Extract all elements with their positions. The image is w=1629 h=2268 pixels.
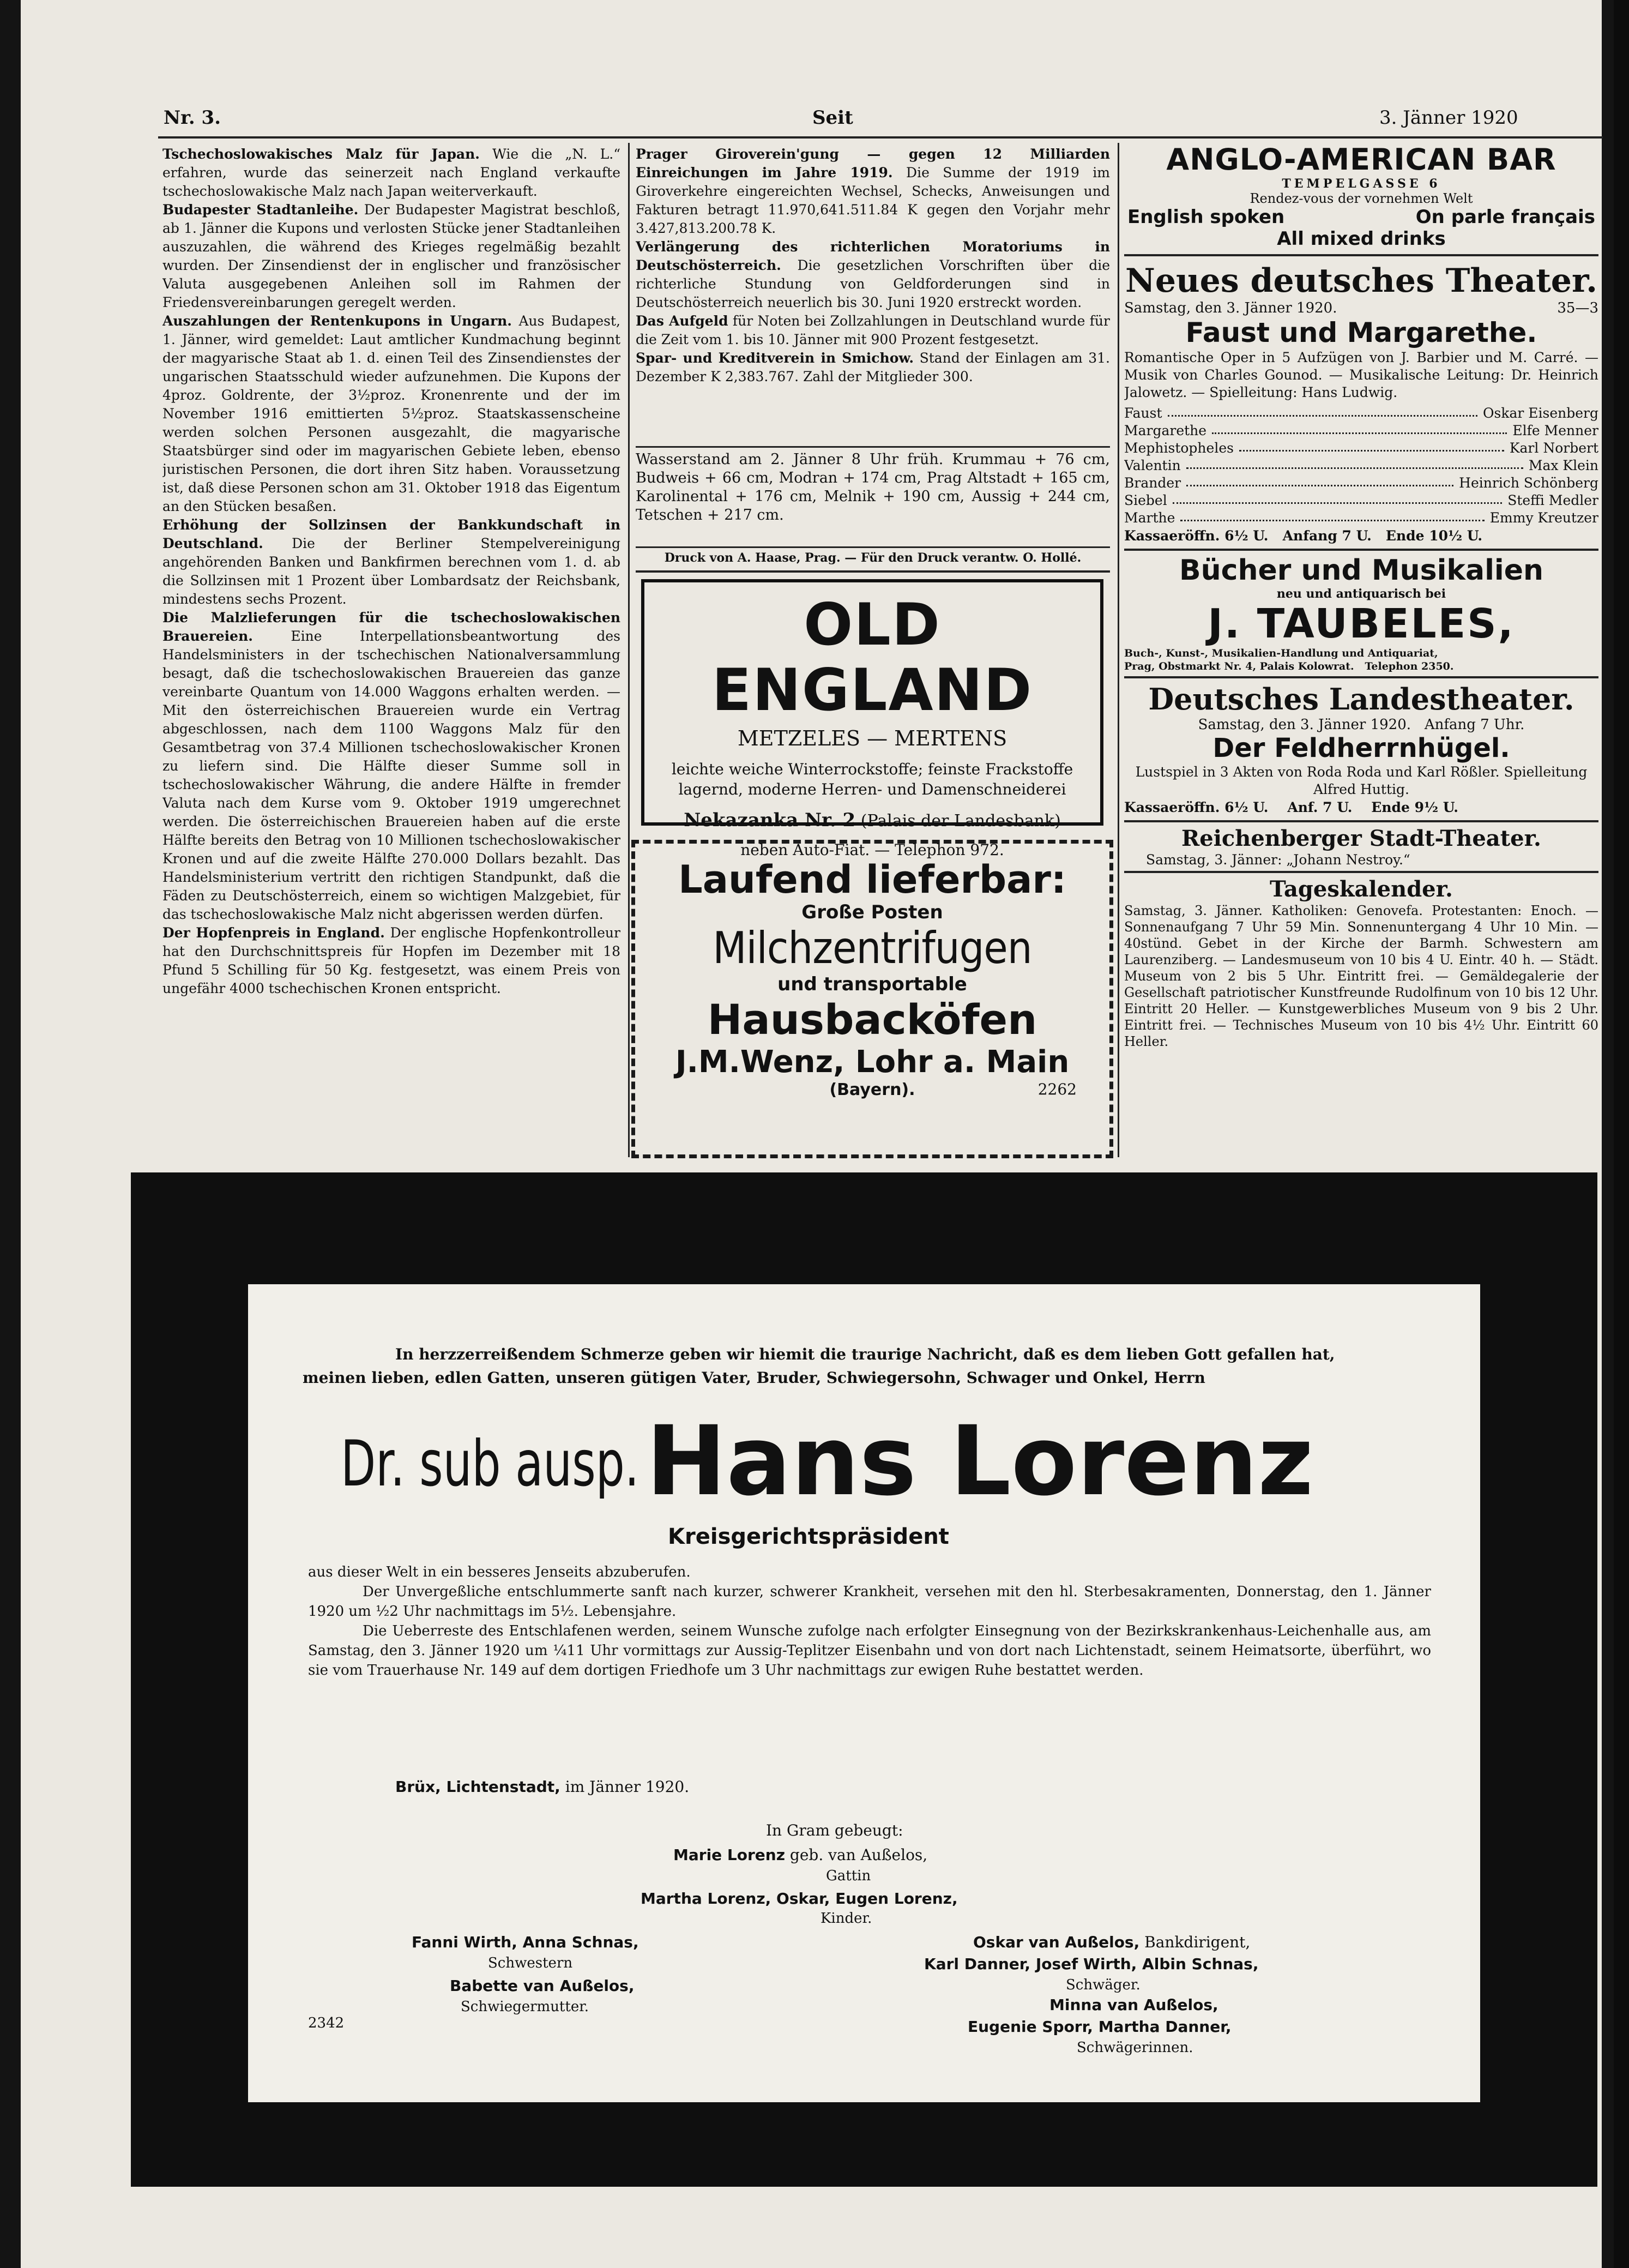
news-item: [162, 145, 620, 201]
obit-minna: Minna van Außelos,: [1049, 1996, 1218, 2014]
obit-sil-rel: Schwägerinnen.: [1077, 2040, 1193, 2056]
news-column-1: [162, 145, 620, 1148]
news-text: Aus Budapest, 1. Jänner, wird gemeldet: Laut amtlicher Kundmachung beginnt der magyarische Staat ab 1. d. einen Teil des Zinsendienstes der ungarischen Staatsschuld wieder aufzunehmen. Die Kupons der 4proz. Goldrente, der 3½proz. Kronenrente und der im November 1916 emittierten 5½proz. Staatskassenscheine werden solchen Personen ausgezahlt, die magyarische Staatsbürger sind oder im magyarischen Gebiete leben, ebenso juristischen Personen, die dort ihren Sitz haben. Voraussetzung ist, daß diese Personen schon am 31. Oktober 1918 das Eigentum an den Stücken besaßen.: [162, 313, 620, 514]
obit-place-date: im Jänner 1920.: [565, 1778, 690, 1796]
obit-oskar: Oskar van Außelos,: [973, 1933, 1140, 1951]
rule: [636, 446, 1110, 448]
ndt-desc: Romantische Oper in 5 Aufzügen von J. Barbier und M. Carré. — Musik von Charles Gounod. — Musikalische Leitung: Dr. Heinrich Jalowetz. — Spielleitung: Hans Ludwig.: [1124, 350, 1598, 400]
reich-title: Reichenberger Stadt-Theater.: [1181, 826, 1541, 851]
dlt-play: Der Feldherrnhügel.: [1212, 733, 1510, 763]
cast-row: [1124, 509, 1598, 527]
cast-actor: Heinrich Schönberg: [1459, 475, 1598, 491]
dlt-title: Deutsches Landestheater.: [1148, 682, 1574, 717]
obit-intro: meinen lieben, edlen Gatten, unseren gütigen Vater, Bruder, Schwiegersohn, Schwager und Onkel, Herrn: [303, 1369, 1205, 1387]
obit-title-prefix: Dr. sub ausp.: [341, 1427, 639, 1501]
cast-actor: Elfe Menner: [1512, 423, 1598, 438]
bar-english: English spoken: [1127, 206, 1285, 228]
cast-role: Marthe: [1124, 510, 1175, 526]
obit-mil: Babette van Außelos,: [450, 1977, 635, 1995]
obit-children: Martha Lorenz, Oskar, Eugen Lorenz,: [641, 1890, 958, 1908]
obit-brothers: Karl Danner, Josef Wirth, Albin Schnas,: [924, 1955, 1259, 1973]
imprint: Druck von A. Haase, Prag. — Für den Druck verantw. O. Hollé.: [664, 551, 1082, 565]
taubeles-line: Prag, Obstmarkt Nr. 4, Palais Kolowrat. Telephon 2350.: [1124, 660, 1454, 672]
bar-address: TEMPELGASSE 6: [1282, 177, 1441, 191]
column-rule: [628, 143, 630, 1157]
cast-row: [1124, 440, 1598, 457]
news-text: Die der Berliner Stempelvereinigung angehörenden Banken und Bankfirmen berechnen vom 1. d. ab die Sollzinsen mit 1 Prozent über Lombardsatz der Reichsbank, mindestens sechs Prozent.: [162, 536, 620, 607]
ad-wenz-line: J.M.Wenz, Lohr a. Main: [675, 1044, 1070, 1080]
cast-role: Siebel: [1124, 492, 1167, 508]
ad-title: OLD ENGLAND: [711, 591, 1033, 724]
rule: [636, 546, 1110, 548]
obit-wife-rest: geb. van Außelos,: [789, 1846, 928, 1864]
obit-paragraph: Die Ueberreste des Entschlafenen werden, seinem Wunsche zufolge nach erfolgter Einsegnung von der Bezirkskrankenhaus-Leichenhalle aus, am Samstag, den 3. Jänner 1920 um ¼11 Uhr vormittags zur Aussig-Teplitzer Eisenbahn und von dort nach Lichtenstadt, seinem Heimatsorte, überführt, wo sie vom Trauerhause Nr. 149 auf dem dortigen Friedhofe um 3 Uhr nachmittags zur ewigen Ruhe bestattet werden.: [308, 1623, 1431, 1679]
bar-subtitle: Rendez-vous der vornehmen Welt: [1250, 191, 1473, 206]
obit-sil: Eugenie Sporr, Martha Danner,: [968, 2018, 1232, 2036]
cast-row: [1124, 457, 1598, 474]
cast-role: Faust: [1124, 405, 1162, 421]
news-headline: Budapester Stadtanleihe.: [162, 202, 359, 218]
taubeles-title: Bücher und Musikalien: [1179, 554, 1544, 587]
ad-names: METZELES — MERTENS: [737, 726, 1007, 750]
tag-text: Samstag, 3. Jänner. Katholiken: Genovefa. Protestanten: Enoch. — Sonnenaufgang 7 Uhr 59 Min. Sonnenuntergang 4 Uhr 10 Min. — 40stünd. Gebet in der Kirche der Barmh. Schwestern am Laurenziberg. — Landesmuseum von 10 bis 4 U. Eintr. 40 h. — Städt. Museum von 2 bis 5 Uhr. Eintritt frei. — Gemäldegalerie der Gesellschaft patriotischer Kunstfreunde Rudolfinum von 10 bis 12 Uhr. Eintritt 20 Heller. — Kunstgewerbliches Museum von 9 bis 2 Uhr. Eintritt frei. — Technisches Museum von 10 bis 4½ Uhr. Eintritt 60 Heller.: [1124, 903, 1598, 1049]
cast-row: [1124, 474, 1598, 492]
paper-name: Seit: [812, 107, 853, 129]
cast-role: Mephistopheles: [1124, 440, 1234, 456]
news-item: [636, 312, 1110, 349]
ndt-play: Faust und Margarethe.: [1185, 317, 1537, 348]
ad-old-england: [641, 579, 1103, 859]
ad-wenz: [631, 840, 1113, 1158]
news-item: [162, 924, 620, 998]
scan-edge: [1614, 0, 1629, 2268]
news-text: Der Budapester Magistrat beschloß, ab 1. Jänner die Kupons und verlosten Stücke jener Stadtanleihen auszuzahlen, die während des Krieges regelmäßig bezahlt wurden. Der Zinsendienst der in englischer und französischer Valuta ausgegebenen Anleihen soll im Rahmen der Friedensvereinbarungen geregelt werden.: [162, 202, 620, 310]
ndt-date: Samstag, den 3. Jänner 1920.: [1124, 300, 1337, 316]
news-text: für Noten bei Zollzahlungen in Deutschland wurde für die Zeit vom 1. bis 10. Jänner mit 900 Prozent festgesetzt.: [636, 313, 1110, 347]
news-headline: Prager Giroverein'gung — gegen 12 Milliarden Einreichungen im Jahre 1919.: [636, 146, 1110, 181]
obituary: [248, 1284, 1480, 2102]
obit-children-rel: Kinder.: [820, 1910, 872, 1927]
obit-rank: Kreisgerichtspräsident: [668, 1524, 949, 1549]
obit-number: 2342: [308, 2015, 345, 2031]
news-item: [636, 238, 1110, 312]
news-headline: Tschechoslowakisches Malz für Japan.: [162, 146, 480, 162]
ad-wenz-line: und transportable: [777, 973, 967, 995]
obit-gram: In Gram gebeugt:: [766, 1821, 903, 1839]
ad-line: neben Auto-Fiat. — Telephon 972.: [740, 841, 1004, 859]
bar-drinks: All mixed drinks: [1277, 228, 1446, 250]
obit-mil-rel: Schwiegermutter.: [461, 1999, 589, 2015]
ad-number: 2262: [1037, 1080, 1077, 1098]
news-text: Wie die „N. L.“ erfahren, wurde das seinerzeit nach England verkaufte tschechoslowakische Malz nach Japan weiterverkauft.: [162, 146, 620, 199]
dlt-date: Samstag, den 3. Jänner 1920. Anfang 7 Uhr.: [1198, 717, 1525, 733]
bar-french: On parle français: [1415, 206, 1595, 228]
news-headline: Verlängerung des richterlichen Moratoriums in Deutschösterreich.: [636, 239, 1110, 273]
obit-text: [308, 1562, 1431, 1680]
ndt-times: Kassaeröffn. 6½ U. Anfang 7 U. Ende 10½ U.: [1124, 528, 1483, 544]
ndt-cast: [1124, 405, 1598, 527]
obit-intro: In herzzerreißendem Schmerze geben wir hiemit die traurige Nachricht, daß es dem lieben Gott gefallen hat,: [395, 1345, 1335, 1363]
ad-wenz-line: Große Posten: [801, 901, 943, 923]
header-rule: [158, 136, 1603, 139]
cast-row: [1124, 422, 1598, 440]
obit-sisters-rel: Schwestern: [488, 1955, 573, 1971]
news-item: [636, 349, 1110, 386]
cast-role: Valentin: [1124, 458, 1181, 473]
news-item: [162, 609, 620, 924]
ndt-title: Neues deutsches Theater.: [1125, 262, 1597, 300]
obit-name: Hans Lorenz: [646, 1405, 1314, 1517]
news-headline: Der Hopfenpreis in England.: [162, 925, 385, 941]
cast-actor: Steffi Medler: [1507, 492, 1598, 508]
obit-wife-rel: Gattin: [826, 1868, 871, 1884]
issue-number: Nr. 3.: [164, 107, 221, 129]
cast-role: Brander: [1124, 475, 1181, 491]
news-column-2: [636, 145, 1110, 440]
ad-wenz-line: Hausbacköfen: [707, 995, 1037, 1044]
ad-wenz-line: (Bayern).: [829, 1080, 915, 1099]
obit-oskar-rest: Bankdirigent,: [1144, 1933, 1251, 1951]
news-headline: Die Malzlieferungen für die tschechoslowakischen Brauereien.: [162, 610, 620, 644]
obit-wife: Marie Lorenz: [673, 1846, 786, 1864]
cast-row: [1124, 492, 1598, 509]
ad-address: Nekazanka Nr. 2: [684, 809, 856, 831]
wasserstand: [636, 450, 1110, 525]
ad-line: leichte weiche Winterrockstoffe; feinste Frackstoffe: [671, 760, 1073, 778]
obit-brothers-rel: Schwäger.: [1066, 1977, 1141, 1993]
news-text: Stand der Einlagen am 31. Dezember K 2,383.767. Zahl der Mitglieder 300.: [636, 350, 1110, 384]
news-headline: Erhöhung der Sollzinsen der Bankkundschaft in Deutschland.: [162, 517, 620, 551]
cast-actor: Max Klein: [1528, 458, 1598, 473]
bar-title: ANGLO-AMERICAN BAR: [1166, 143, 1556, 177]
cast-row: [1124, 405, 1598, 422]
cast-actor: Karl Norbert: [1509, 440, 1598, 456]
news-item: [636, 145, 1110, 238]
tag-title: Tageskalender.: [1270, 876, 1453, 902]
cast-actor: Oskar Eisenberg: [1483, 405, 1598, 421]
news-item: [162, 201, 620, 312]
right-column: [1124, 143, 1598, 1157]
dlt-desc: Lustspiel in 3 Akten von Roda Roda und Karl Rößler. Spielleitung Alfred Huttig.: [1135, 764, 1588, 797]
rule: [636, 570, 1110, 573]
news-headline: Spar- und Kreditverein in Smichow.: [636, 350, 914, 366]
news-text: Die gesetzlichen Vorschriften über die richterliche Stundung von Geldforderungen sind in Deutschösterreich neuerlich bis 30. Juni 1920 erstreckt worden.: [636, 257, 1110, 310]
news-headline: Auszahlungen der Rentenkupons in Ungarn.: [162, 313, 512, 329]
column-rule: [1118, 143, 1119, 1157]
news-text: Die Summe der 1919 im Giroverkehre eingereichten Wechsel, Schecks, Anweisungen und Fakturen betragt 11.970,641.511.84 K gegen den Vorjahr mehr 3.427,813.200.78 K.: [636, 165, 1110, 236]
ad-address-note: (Palais der Landesbank): [860, 811, 1061, 831]
news-text: Der englische Hopfenkontrolleur hat den Durchschnittspreis für Hopfen im Dezember mit 18 Pfund 5 Schilling für 50 Kg. festgesetzt, was einem Preis von ungefähr 4000 tschechischen Kronen entspricht.: [162, 925, 620, 996]
obit-sisters: Fanni Wirth, Anna Schnas,: [412, 1933, 639, 1951]
obit-paragraph: Der Unvergeßliche entschlummerte sanft nach kurzer, schwerer Krankheit, versehen mit den hl. Sterbesakramenten, Donnerstag, den 1. Jänner 1920 um ½2 Uhr nachmittags im 5½. Lebensjahre.: [308, 1584, 1431, 1620]
news-text: Eine Interpellationsbeantwortung des Handelsministers in der tschechischen Nationalversammlung besagt, daß die tschechoslowakischen Brauereien das ganze vereinbarte Quantum von 14.000 Waggons erhalten werden. — Mit den österreichischen Brauereien wurde ein Vertrag abgeschlossen, nach dem 1100 Waggons Malz für den Gesamtbetrag von 37.4 Millionen tschechoslowakischer Kronen zu liefern sind. Die Hälfte dieser Summe soll in tschechoslowakischer Währung, die andere Hälfte in fremder Valuta nach dem Kurse vom 9. Oktober 1919 umgerechnet werden. Die österreichischen Brauereien haben auf die erste Hälfte bereits den Betrag von 10 Millionen tschechoslowakischer Kronen und auf die zweite Hälfte 270.000 Dollars bezahlt. Das Handelsministerium vertritt den richtigen Standpunkt, daß die Fäden zu Deutschösterreich, einem so wichtigen Malzgebiet, für das tschechoslowakische Malz nicht abgerissen werden dürfen.: [162, 628, 620, 922]
obit-place: Brüx, Lichtenstadt,: [395, 1778, 560, 1796]
obit-paragraph: aus dieser Welt in ein besseres Jenseits abzuberufen.: [308, 1564, 691, 1580]
news-headline: Das Aufgeld: [636, 313, 728, 329]
wasserstand-text: Wasserstand am 2. Jänner 8 Uhr früh. Krummau + 76 cm, Budweis + 66 cm, Modran + 174 cm, Prag Altstadt + 165 cm, Karolinental + 176 cm, Melnik + 190 cm, Aussig + 244 cm, Tetschen + 217 cm.: [636, 451, 1110, 524]
ad-wenz-line: Laufend lieferbar:: [678, 857, 1066, 902]
taubeles-name: J. TAUBELES,: [1208, 600, 1515, 647]
news-item: [162, 312, 620, 516]
cast-role: Margarethe: [1124, 423, 1207, 438]
taubeles-sub: neu und antiquarisch bei: [1276, 587, 1446, 601]
news-item: [162, 516, 620, 609]
ndt-number: 35—3: [1557, 300, 1598, 316]
taubeles-line: Buch-, Kunst-, Musikalien-Handlung und Antiquariat,: [1124, 647, 1438, 659]
dlt-times: Kassaeröffn. 6½ U. Anf. 7 U. Ende 9½ U.: [1124, 799, 1459, 815]
ad-line: lagernd, moderne Herren- und Damenschneiderei: [678, 780, 1066, 798]
cast-actor: Emmy Kreutzer: [1489, 510, 1598, 526]
issue-date: 3. Jänner 1920: [1379, 107, 1518, 129]
reich-line: Samstag, 3. Jänner: „Johann Nestroy.“: [1146, 852, 1410, 868]
ad-wenz-line: Milchzentrifugen: [713, 923, 1032, 973]
